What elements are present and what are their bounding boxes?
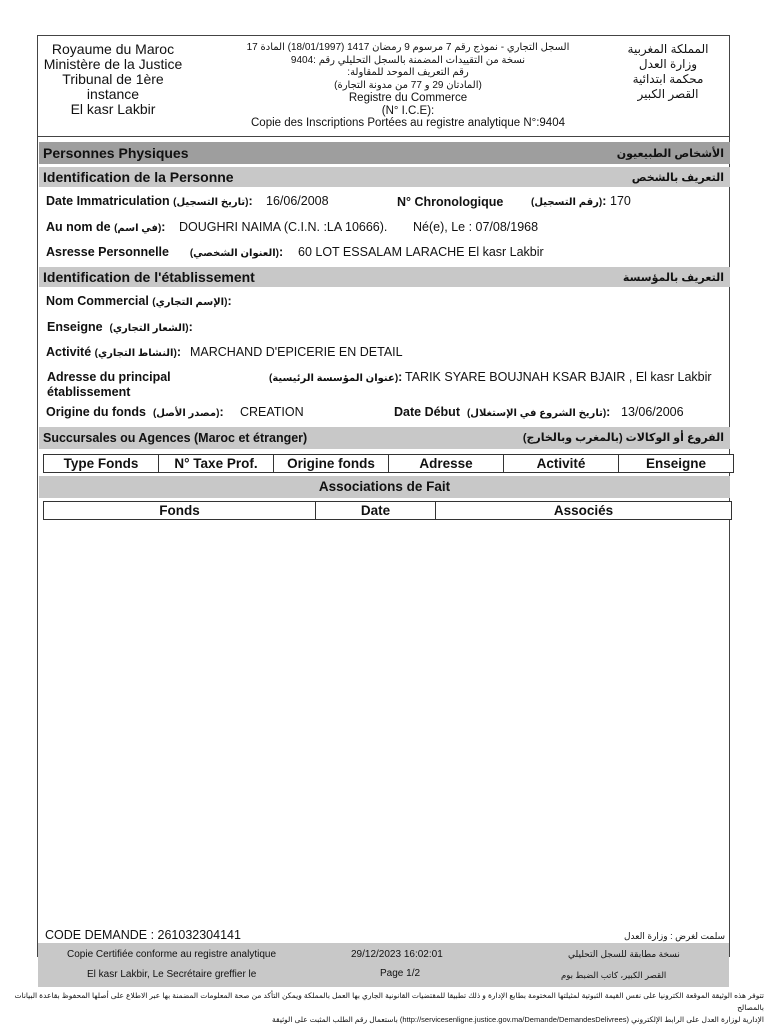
date-debut-row: Date Début (تاريخ الشروع في الإستغلال): <box>394 405 611 419</box>
field-label: Adresse du principal <box>47 370 171 384</box>
legal-note-line: الإدارية لوزارة العدل على الرابط الإلكتروني (http://servicesenligne.justice.gov.ma/Demande/DemandesDelivrees) باستعمال رقم الطلب المثبت على الوثيقة <box>272 1015 764 1024</box>
section-title-ar: التعريف بالشخص <box>631 172 724 184</box>
table-header-row <box>44 455 734 473</box>
header-line: القصر الكبير <box>637 87 699 101</box>
header-center-line: السجل التجاري - نموذج رقم 7 مرسوم 9 رمضان 1417 (18/01/1997) المادة 17 <box>246 42 570 53</box>
field-label-ar: (تاريخ الشروع في الإستغلال) <box>466 408 607 419</box>
chronologique-label-ar: (رقم التسجيل): <box>531 194 607 208</box>
header-line: El kasr Lakbir <box>70 101 156 117</box>
header-right-ar <box>613 42 723 102</box>
header-line: Ministère de la Justice <box>43 56 183 72</box>
field-label: Enseigne <box>47 320 103 334</box>
header-center <box>213 42 603 130</box>
header-center-line: Copie des Inscriptions Portées au registre analytique N°:9404 <box>251 117 565 129</box>
header-line: محكمة ابتدائية <box>632 72 704 86</box>
field-label-ar: (مصدر الأصل) <box>152 408 220 419</box>
section-identification-personne <box>39 167 730 187</box>
certification-footer <box>38 943 729 987</box>
column-header: Fonds <box>44 502 316 520</box>
field-label: Nom Commercial <box>46 294 149 308</box>
activite-row: Activité (النشاط التجاري): <box>46 345 181 359</box>
page-number: Page 1/2 <box>380 968 421 979</box>
header-center-line: نسخة من التقييدات المضمنة بالسجل التحليلي رقم :9404 <box>290 54 526 66</box>
field-label-ar: (الإسم التجاري) <box>152 297 228 308</box>
field-label-ar: (تاريخ التسجيل) <box>173 197 249 208</box>
column-header: Activité <box>504 455 619 473</box>
column-header: Adresse <box>389 455 504 473</box>
field-label-ar: (الشعار التجاري) <box>109 323 189 334</box>
column-header: Enseigne <box>619 455 734 473</box>
field-label-ar: (في اسم) <box>114 223 162 234</box>
adresse-principal-label <box>47 370 171 400</box>
field-label: établissement <box>47 385 131 399</box>
field-label: Date Immatriculation <box>46 194 170 208</box>
greffier-fr: El kasr Lakbir, Le Secrétaire greffier le <box>87 969 257 980</box>
header-center-line: (المادتان 29 و 77 من مدونة التجارة) <box>334 79 482 91</box>
field-label: Asresse Personnelle <box>46 245 169 259</box>
section-identification-etablissement <box>39 267 730 287</box>
section-title: Identification de la Personne <box>43 169 234 185</box>
greffier-ar: القصر الكبير، كاتب الضبط بوم <box>561 970 667 980</box>
field-label: Activité <box>46 345 92 359</box>
adresse-personnelle-row: Asresse Personnelle (العنوان الشخصي): <box>46 245 284 259</box>
section-associations <box>39 476 730 498</box>
delivered-to-ar: سلمت لغرض : وزارة العدل <box>624 931 726 941</box>
column-header: N° Taxe Prof. <box>159 455 274 473</box>
copie-certifiee-fr: Copie Certifiée conforme au registre analytique <box>67 949 276 960</box>
date-immatriculation-value: 16/06/2008 <box>266 194 329 208</box>
section-title: Succursales ou Agences (Maroc et étranger) <box>43 431 308 445</box>
code-demande: CODE DEMANDE : 261032304141 <box>45 928 241 942</box>
adresse-principal-value: TARIK SYARE BOUJNAH KSAR BJAIR , El kasr Lakbir <box>405 370 712 384</box>
section-title: Associations de Fait <box>318 479 451 494</box>
au-nom-de-row: Au nom de (في اسم): <box>46 220 166 234</box>
succursales-table <box>43 454 734 473</box>
section-succursales <box>39 427 730 449</box>
column-header: Type Fonds <box>44 455 159 473</box>
document-frame <box>37 35 730 957</box>
field-label: Date Début <box>394 405 460 419</box>
associations-table <box>43 501 732 520</box>
section-title-ar: الأشخاص الطبيعيون <box>616 148 724 160</box>
section-title-ar: التعريف بالمؤسسة <box>622 272 724 284</box>
date-debut-value: 13/06/2006 <box>621 405 684 419</box>
header-line: وزارة العدل <box>638 57 698 71</box>
au-nom-de-value: DOUGHRI NAIMA (C.I.N. :LA 10666). <box>179 220 388 234</box>
nom-commercial-row: Nom Commercial (الإسم التجاري): <box>46 294 232 308</box>
chronologique-value: 170 <box>610 194 631 208</box>
copie-certifiee-ar: نسخة مطابقة للسجل التحليلي <box>568 949 680 959</box>
section-title: Personnes Physiques <box>43 145 189 161</box>
origine-fonds-value: CREATION <box>240 405 304 419</box>
header-center-line: رقم التعريف الموحد للمقاولة: <box>347 67 469 78</box>
enseigne-row: Enseigne (الشعار التجاري): <box>47 320 193 334</box>
header-center-line: (N° I.C.E): <box>381 104 435 117</box>
legal-note <box>4 990 764 1026</box>
section-title: Identification de l'établissement <box>43 269 255 285</box>
adresse-principal-label-ar: (عنوان المؤسسة الرئيسية): <box>269 370 403 384</box>
field-label: Au nom de <box>46 220 111 234</box>
header-left-fr <box>38 42 188 117</box>
date-naissance-value: Né(e), Le : 07/08/1968 <box>413 220 539 234</box>
field-label-ar: (النشاط التجاري) <box>94 348 177 359</box>
column-header: Date <box>316 502 436 520</box>
date-immatriculation-row: Date Immatriculation (تاريخ التسجيل): <box>46 194 253 208</box>
document-header <box>38 36 729 137</box>
chronologique-label: N° Chronologique <box>397 195 504 209</box>
field-label-ar: (العنوان الشخصي) <box>189 248 279 259</box>
column-header: Associés <box>436 502 732 520</box>
header-line: Tribunal de 1ère instance <box>62 71 164 102</box>
section-title-ar: الفروع أو الوكالات (بالمغرب وبالخارج) <box>522 432 724 444</box>
legal-note-line: تتوفر هذه الوثيقة الموقعة الكترونيا على نفس القيمة الثبوتية لمثيلتها المختومة بطابع الإدارة و ذلك تطبيقا للمقتضيات القانونية الجاري بها العمل بالمملكة ويمكن التأكد من صحة المعلومات المضمنة بها عبر الاطلاع على أصلها المحفوظ بقاعدة البيانات بالمصالح <box>14 991 764 1012</box>
section-personnes-physiques <box>39 142 730 164</box>
header-center-line: Registre du Commerce <box>348 92 468 104</box>
table-header-row <box>44 502 732 520</box>
certification-datetime: 29/12/2023 16:02:01 <box>351 949 443 960</box>
activite-value: MARCHAND D'EPICERIE EN DETAIL <box>190 345 403 359</box>
column-header: Origine fonds <box>274 455 389 473</box>
adresse-personnelle-value: 60 LOT ESSALAM LARACHE El kasr Lakbir <box>298 245 544 259</box>
field-label: Origine du fonds <box>46 405 146 419</box>
header-line: Royaume du Maroc <box>51 41 175 57</box>
header-line: المملكة المغربية <box>627 42 709 56</box>
origine-fonds-row: Origine du fonds (مصدر الأصل): <box>46 405 224 419</box>
